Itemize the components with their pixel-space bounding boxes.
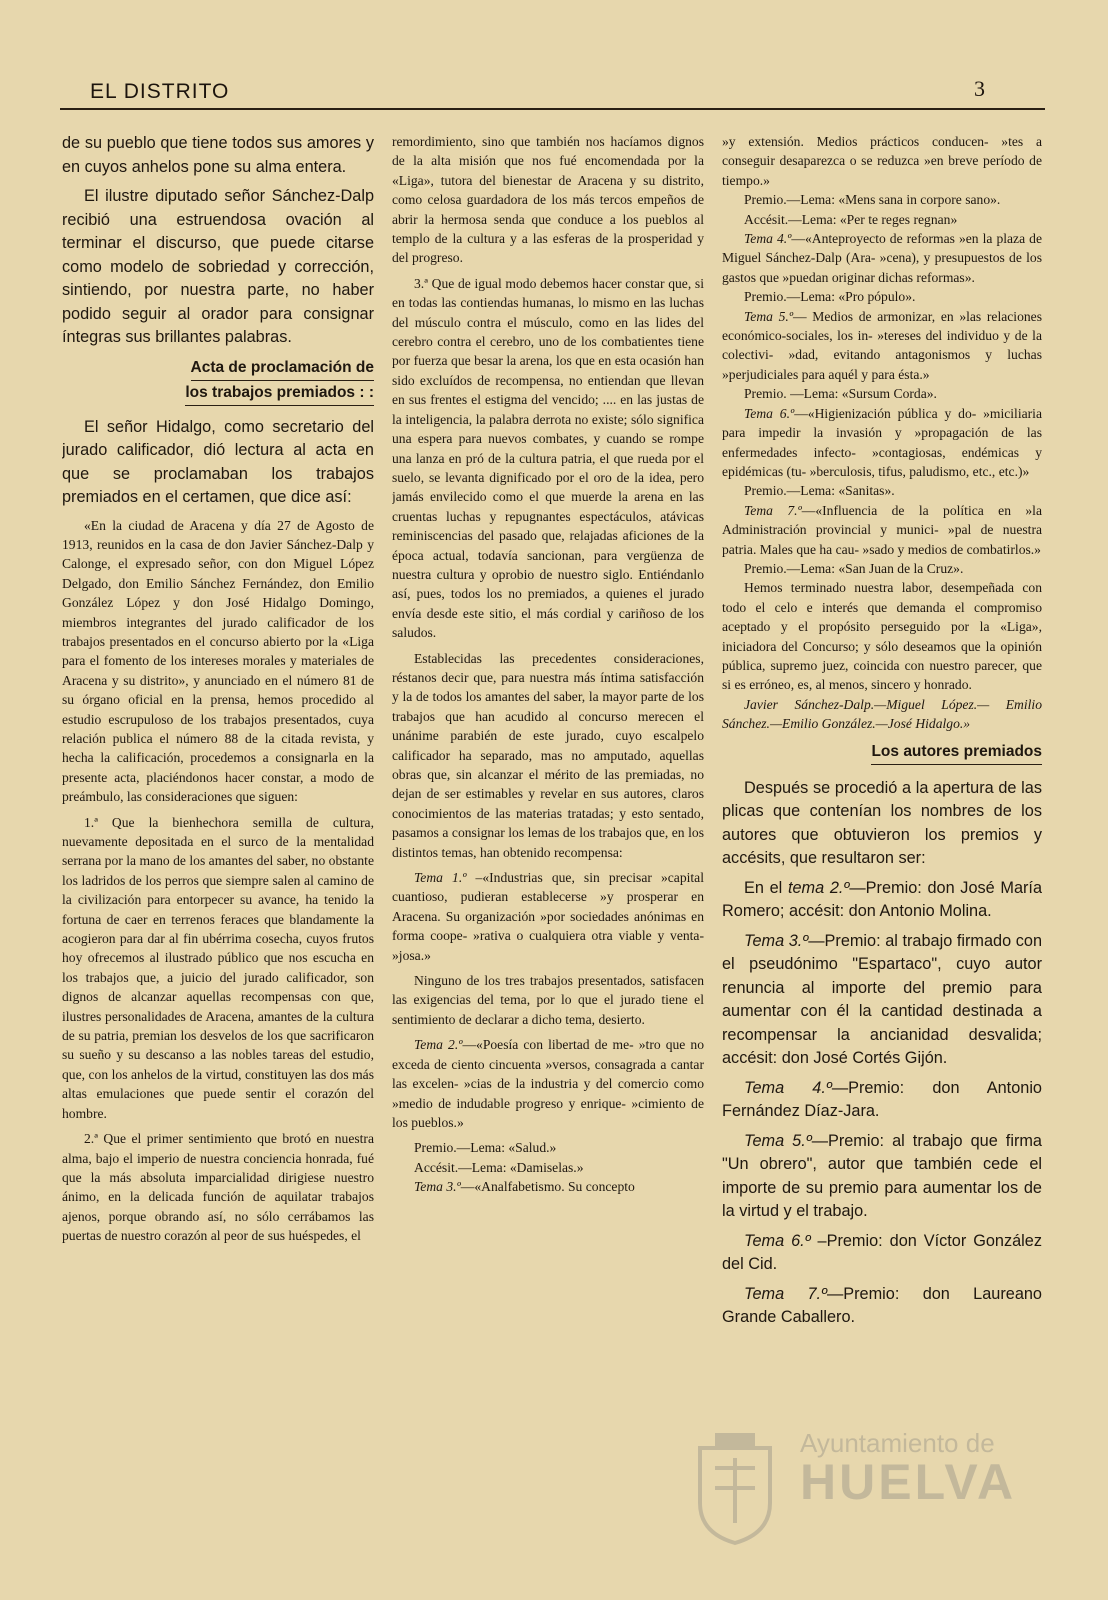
premio-line: Premio. —Lema: «Sursum Corda».: [744, 386, 937, 402]
award-paragraph: [722, 1230, 1042, 1277]
paragraph: Hemos terminado nuestra labor, desempeñada con todo el celo e interés que demanda el compromiso aceptado y el propósito perseguido por la «Liga», iniciadora del Concurso; y sólo deseamos que la opinión pública, supremo juez, coincida con nuestro parecer, que si es erróneo, es, al menos, sincero y honrado.: [722, 580, 1042, 693]
watermark-line-1: Ayuntamiento de: [800, 1428, 995, 1458]
tema-label: Tema 7.º: [744, 502, 802, 518]
paragraph: Después se procedió a la apertura de las plicas que contenían los nombres de los autores que obtuvieron los premios y accésits, que resultaron ser:: [722, 778, 1042, 868]
premio-line: Premio.—Lema: «Sanitas».: [744, 483, 895, 499]
tema-paragraph: [392, 1035, 704, 1132]
tema-text: — Medios de armonizar, en »las relaciones económico-sociales, los in- »tereses del individuo y de la colectivi- »dad, evitando antagonismos y luchas »perjudiciales para aquél y para ésta.»: [722, 308, 1042, 382]
tema-paragraph: [722, 307, 1042, 385]
heading-line: Acta de proclamación de: [191, 356, 374, 381]
premio-line: Premio.—Lema: «San Juan de la Cruz».: [744, 560, 964, 576]
award-text: —Premio: al trabajo firmado con el pseudónimo "Espartaco", cuyo autor renuncia al importe del premio para aumentar con él la cantidad destinada a recompensar la ancianidad desvalida; accésit: don José Cortés Gijón.: [722, 931, 1042, 1068]
tema-label: tema 2.º: [787, 878, 850, 897]
award-text: —Premio: don José María Romero; accésit: don Antonio Molina.: [722, 878, 1042, 921]
accesit-line: Accésit.—Lema: «Per te reges regnan»: [744, 211, 958, 227]
signatures: Javier Sánchez-Dalp.—Miguel López.— Emilio Sánchez.—Emilio González.—José Hidalgo.»: [722, 696, 1042, 732]
tema-text: —«Poesía con libertad de me- »tro que no exceda de ciento cincuenta »versos, consagrada a cantar las excelen- »cias de la industria y del comercio como »medio de indudable progreso y enrique- »cimiento de los pueblos.»: [392, 1037, 704, 1130]
column-2: [392, 132, 704, 1472]
tema-label: Tema 6.º: [744, 1231, 811, 1250]
award-paragraph: [722, 1077, 1042, 1124]
paragraph: 1.ª Que la bienhechora semilla de cultura, nuevamente depositada en el surco de la mentalidad serrana por la mano de los amantes del saber, no obstante los ladridos de los perros que siempre salen al camino de la civilización para entorpecer su avance, ha tenido la fortuna de caer en terrenos feraces que blandamente la acogieron para dar al fin ubérrima cosecha, cuyos frutos hoy ofrecemos al ilustrado público que nos escucha en los trabajos que, a juicio del jurado calificador, son dignos de alcanzar aquellas recompensas con que, ilustres personalidades de Aracena, amantes de la cultura de su patria, premian los desvelos de los que sacrificaron su sueño y su descanso a las nobles tareas del estudio, que, con los anhelos de la virtud, constituyen las dos más altas emulaciones que puede sentir el corazón del hombre.: [62, 814, 374, 1121]
tema-label: Tema 5.º: [744, 308, 794, 324]
tema-text: —«Anteproyecto de reformas »en la plaza de Miguel Sánchez-Dalp (Ara- »cena), y presupuestos de los gastos que »puedan originar dichas reformas».: [722, 231, 1042, 285]
premio-line: Premio.—Lema: «Mens sana in corpore sano».: [744, 192, 1001, 208]
tema-label: Tema 5.º: [744, 1131, 812, 1150]
column-1: [62, 132, 374, 1472]
tema-label: Tema 7.º: [744, 1284, 827, 1303]
tema-label: Tema 1.º: [414, 870, 467, 886]
tema-text: —«Analfabetismo. Su concepto: [460, 1179, 635, 1195]
section-heading-acta: [62, 356, 374, 406]
paragraph: El señor Hidalgo, como secretario del jurado calificador, dió lectura al acta en que se proclamaban los trabajos premiados en el certamen, que dice así:: [62, 417, 374, 506]
tema-text: —«Influencia de la política en »la Administración provincial y munici- »pal de nuestra patria. Males que ha cau- »sado y medios de combatirlos.»: [722, 502, 1042, 557]
tema-text: —«Higienización pública y do- »miciliaria para impedir la invasión y »propagación de las enfermedades infecto- »contagiosas, endémicas y epidémicas (tu- »berculosis, tifus, paludismo, etc., etc.)»: [722, 405, 1042, 479]
tema-text: –«Industrias que, sin precisar »capital cuantioso, pudieran establecerse »y prosperar en Aracena. Su organización »por sociedades anónimas en forma coope- »rativa o cualquiera otra viable y venta- »josa.»: [392, 870, 704, 963]
accesit-line: Accésit.—Lema: «Damiselas.»: [414, 1159, 584, 1175]
tema-label: Tema 3.º: [414, 1179, 461, 1195]
tema-paragraph: [392, 868, 704, 965]
paragraph: «En la ciudad de Aracena y día 27 de Agosto de 1913, reunidos en la casa de don Javier Sánchez-Dalp y Calonge, el expresado señor, con don Miguel López Delgado, don Emilio Sánchez Fernández, don Emilio González López y don José Hidalgo Domingo, miembros integrantes del jurado calificador de los trabajos presentados en el concurso abierto por la «Liga para el fomento de los intereses morales y materiales de Aracena y su distrito», y anunciado en el número 81 de su órgano oficial en la prensa, hemos procedido al estudio escrupuloso de los trabajos presentados, cuya relación publica el número 88 de la citada revista, y hecha la calificación, procedemos a consignarla en la presente acta, placiéndonos hacer constar, a modo de preámbulo, las consideraciones que siguen:: [62, 517, 374, 805]
paragraph: Ninguno de los tres trabajos presentados, satisfacen las exigencias del tema, por lo que el jurado tiene el sentimiento de declarar a dicho tema, desierto.: [392, 973, 704, 1027]
award-text: –Premio: don Víctor González del Cid.: [722, 1231, 1042, 1274]
award-paragraph: [722, 930, 1042, 1071]
tema-paragraph: [392, 1177, 704, 1196]
paragraph: 3.ª Que de igual modo debemos hacer constar que, si en todas las contiendas humanas, lo mismo en las luchas del músculo contra el músculo, como en las lides del cerebro contra el cerebro, uno de los combatientes tiene por fuerza que besar la arena, los que en esta ocasión han sido excluídos de recompensa, no entiendan que llevan en sus frentes el estigma del vencido; .... en las justas de la inteligencia, la palabra derrota no existe; sólo significa una espera para nuevos combates, y cuando se rompe una lanza en pró de la cultura patria, el que rueda por el suelo, se levanta dignificado por el oro de la idea, pero jamás envilecido como el que muerde la arena en las cruentas luchas y repugnantes espectáculos, atávicas reminiscencias del pasado que, relajadas aficiones de la época actual, todavía sancionan, para vergüenza de nuestra cultura y oprobio de nuestro siglo. Entiéndanlo así, pues, todos los no premiados, a quienes el jurado envía desde este sitio, el más cordial y cariñoso de los saludos.: [392, 275, 704, 641]
tema-paragraph: [722, 229, 1042, 287]
paragraph: Establecidas las precedentes consideraciones, réstanos decir que, para nuestra más íntima satisfacción y la de todos los amantes del saber, la mayor parte de los trabajos que han acudido al concurso merecen el unánime parabién de este jurado, cuyo escalpelo calificador ha separado, mas no amputado, aquellas obras que, sin alcanzar el mérito de las premiadas, no dejan de ser estimables y revelar en sus autores, claros conocimientos de las materias tratadas; y esto sentado, pasamos a consignar los lemas de los trabajos que, en los distintos temas, han obtenido recompensa:: [392, 650, 704, 860]
award-paragraph: [722, 1130, 1042, 1224]
award-text: —Premio: don Antonio Fernández Díaz-Jara.: [722, 1078, 1042, 1121]
watermark-line-2: HUELVA: [800, 1454, 1017, 1510]
page-number: 3: [974, 76, 985, 101]
tema-label: Tema 3.º: [744, 931, 809, 950]
watermark: [690, 1428, 1030, 1548]
coat-of-arms-icon: [690, 1428, 780, 1548]
award-paragraph: [722, 877, 1042, 924]
paragraph: de su pueblo que tiene todos sus amores y en cuyos anhelos pone su alma entera.: [62, 134, 374, 176]
paragraph: El ilustre diputado señor Sánchez-Dalp recibió una estruendosa ovación al terminar el discurso, que puede citarse como modelo de sobriedad y corrección, sintiendo, por nuestra parte, no haber podido seguir al orador para consignar íntegras sus brillantes palabras.: [62, 187, 374, 346]
tema-paragraph: [722, 501, 1042, 559]
award-paragraph: [722, 1283, 1042, 1330]
award-prefix: En el: [744, 878, 788, 897]
premio-line: Premio.—Lema: «Pro pópulo».: [744, 289, 916, 305]
tema-label: Tema 2.º: [414, 1037, 463, 1053]
paragraph: 2.ª Que el primer sentimiento que brotó en nuestra alma, bajo el imperio de nuestra conciencia honrada, fué que la más absoluta imparcialidad dirigiese nuestro ánimo, en la delicada función de aquilatar trabajos ajenos, porque obrando así, no sólo cerrábamos las puertas de nuestro corazón al peor de sus huéspedes, el: [62, 1131, 374, 1244]
premio-line: Premio.—Lema: «Salud.»: [414, 1140, 557, 1156]
tema-label: Tema 4.º: [744, 1078, 832, 1097]
paragraph: »y extensión. Medios prácticos conducen- »tes a conseguir desaparezca o se reduzca »en breve período de tiempo.»: [722, 134, 1042, 188]
masthead: [60, 78, 1045, 110]
newspaper-title: EL DISTRITO: [90, 80, 230, 103]
award-text: —Premio: don Laureano Grande Caballero.: [722, 1284, 1042, 1327]
paragraph: remordimiento, sino que también nos hacíamos dignos de la alta misión que nos fué encomendada por la «Liga», tutora del bienestar de Aracena y su distrito, como celosa guardadora de los más tercos empeños de abrir la hermosa senda que conduce a los pueblos al templo de la cultura y a las esferas de la prosperidad y del progreso.: [392, 134, 704, 266]
section-heading-autores: [722, 740, 1042, 765]
tema-label: Tema 6.º: [744, 405, 795, 421]
tema-paragraph: [722, 404, 1042, 482]
tema-label: Tema 4.º: [744, 231, 792, 247]
column-3: [722, 132, 1042, 1472]
award-text: —Premio: al trabajo que firma "Un obrero", autor que también cede el importe de su premio para aumentar los de la virtud y el trabajo.: [722, 1131, 1042, 1221]
heading-line: Los autores premiados: [871, 740, 1042, 765]
watermark-text: [800, 1428, 1016, 1511]
heading-line: los trabajos premiados : :: [185, 381, 374, 406]
